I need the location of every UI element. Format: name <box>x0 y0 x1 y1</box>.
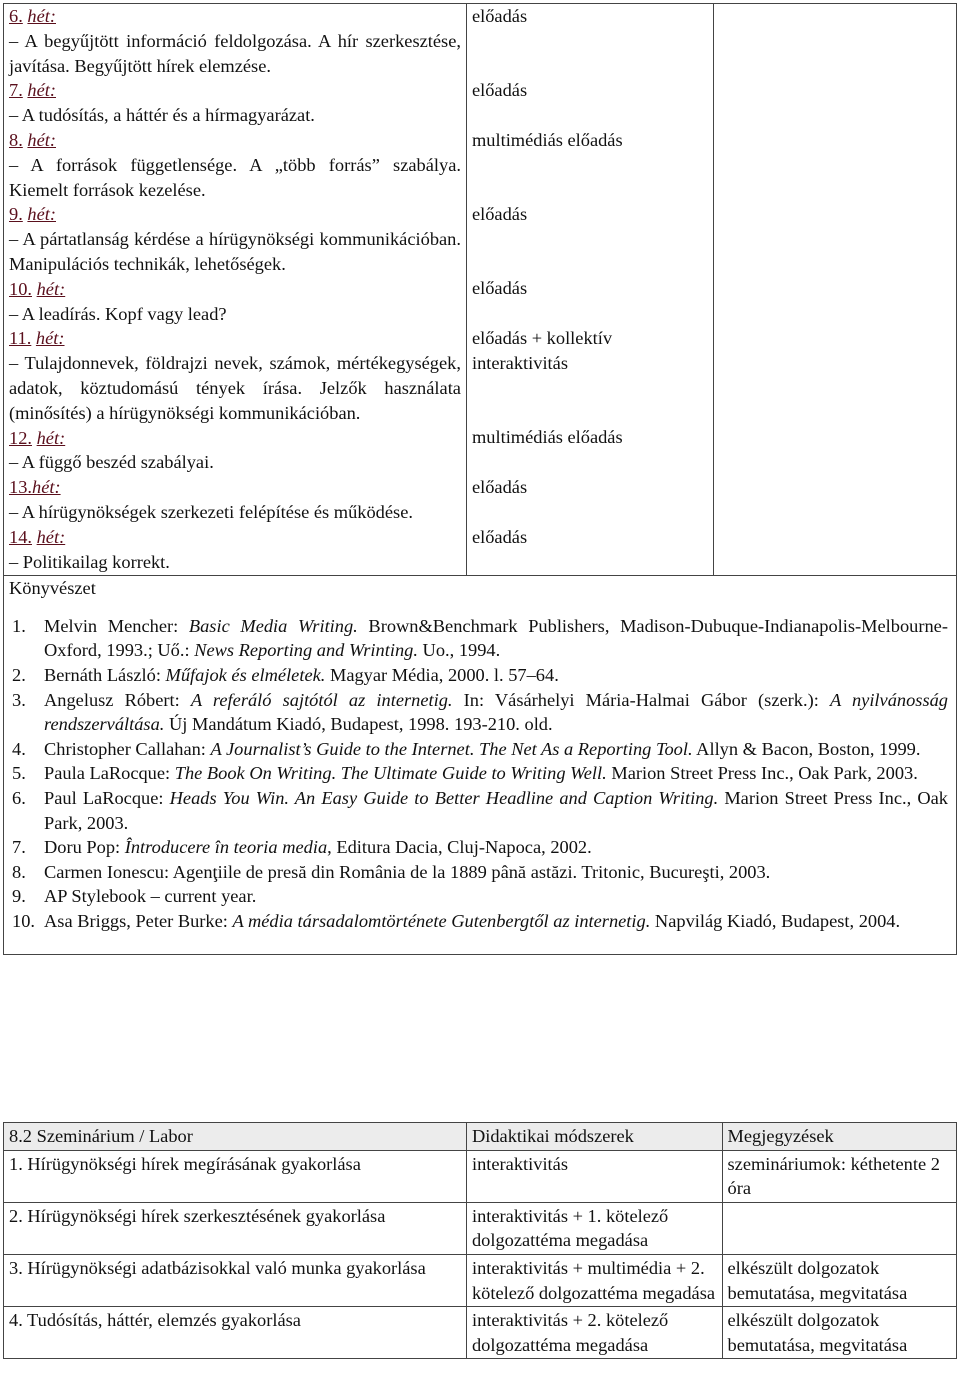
bibliography-segment: Marion Street Press Inc., Oak Park, 2003. <box>44 787 949 833</box>
bibliography-segment: Carmen Ionescu: Agenţiile de presă din România de la 1889 până astăzi. Tritonic, Bucureşti, 2003. <box>44 861 771 882</box>
week-description: – A tudósítás, a háttér és a hírmagyarázat. <box>9 105 315 126</box>
week-method: előadás <box>471 477 528 497</box>
week-label <box>9 78 461 103</box>
bibliography-text <box>44 860 948 885</box>
seminar-method: interaktivitás + multimédia + 2. kötelező dolgozattéma megadása <box>466 1254 722 1306</box>
bibliography-text <box>44 761 948 786</box>
table-row <box>4 1150 957 1202</box>
week-description: – A pártatlanság kérdése a hírügynökségi kommunikációban. Manipulációs technikák, lehetőségek. <box>9 229 461 274</box>
week-word: hét: <box>32 477 61 498</box>
week-number: 14. <box>9 526 32 547</box>
seminar-topic: 4. Tudósítás, háttér, elemzés gyakorlása <box>4 1307 467 1359</box>
week-label <box>9 326 461 351</box>
week-word: hét: <box>35 328 65 349</box>
bibliography-segment: The Book On Writing. The Ultimate Guide to Writing Well. <box>174 763 607 784</box>
bibliography-number: 6. <box>12 787 26 808</box>
bibliography-text <box>44 737 948 762</box>
seminar-topic: 3. Hírügynökségi adatbázisokkal való munka gyakorlása <box>4 1254 467 1306</box>
week-number: 7. <box>9 80 23 101</box>
week-number: 11. <box>9 328 32 349</box>
bibliography-number: 3. <box>12 689 26 710</box>
seminar-header-row <box>4 1123 957 1151</box>
bibliography-text <box>44 835 948 860</box>
seminar-header-topic: 8.2 Szeminárium / Labor <box>4 1123 467 1151</box>
week-item <box>9 525 461 575</box>
seminar-note: elkészült dolgozatok bemutatása, megvitatása <box>722 1307 957 1359</box>
week-number: 6. <box>9 6 23 26</box>
bibliography-segment: Paula LaRocque: <box>44 763 175 784</box>
bibliography-number: 8. <box>12 861 26 882</box>
week-word: hét: <box>27 6 56 26</box>
bibliography-segment: Marion Street Press Inc., Oak Park, 2003. <box>606 763 918 784</box>
week-method: előadás <box>471 6 528 26</box>
week-method: multimédiás előadás <box>471 427 623 447</box>
week-label <box>9 4 461 29</box>
bibliography-item <box>12 663 948 688</box>
bibliography-text <box>44 614 948 663</box>
bibliography-segment: Întroducere în teoria media <box>124 837 328 858</box>
seminar-topic: 1. Hírügynökségi hírek megírásának gyakorlása <box>4 1150 467 1202</box>
bibliography-segment: Angelusz Róbert: <box>44 689 191 710</box>
week-label <box>9 128 461 153</box>
bibliography-segment: Uo., 1994. <box>417 640 501 661</box>
week-description: – Politikailag korrekt. <box>9 551 170 572</box>
bibliography-text <box>44 688 948 737</box>
bibliography-number: 2. <box>12 664 26 685</box>
bibliography-segment: Allyn & Bacon, Boston, 1999. <box>692 738 921 759</box>
week-item <box>9 128 461 202</box>
bibliography-segment: Melvin Mencher: <box>44 615 189 636</box>
bibliography-segment: Heads You Win. An Easy Guide to Better Headline and Caption Writing. <box>169 787 719 808</box>
bibliography-segment: Magyar Média, 2000. l. 57–64. <box>325 664 559 685</box>
bibliography-segment: Basic Media Writing. <box>188 615 358 636</box>
bibliography-heading: Könyvészet <box>9 578 96 598</box>
bibliography-segment: News Reporting and Wrinting. <box>194 640 418 661</box>
week-item <box>9 426 461 476</box>
bibliography-item <box>12 835 948 860</box>
bibliography-segment: A referáló sajtótól az internetig. <box>190 689 453 710</box>
week-item <box>9 202 461 276</box>
bibliography-list <box>4 614 956 954</box>
week-item <box>9 475 461 525</box>
bibliography-number: 10. <box>12 910 35 931</box>
bibliography-segment: In: Vásárhelyi Mária-Halmai Gábor (szerk.): <box>452 689 830 710</box>
bibliography-number: 7. <box>12 837 26 858</box>
bibliography-segment: Bernáth László: <box>44 664 166 685</box>
bibliography-item <box>12 761 948 786</box>
week-item <box>9 4 461 78</box>
week-label <box>9 475 461 500</box>
bibliography-segment: AP Stylebook – current year. <box>44 886 257 907</box>
table-row <box>4 1202 957 1254</box>
seminar-note <box>722 1202 957 1254</box>
week-item <box>9 78 461 128</box>
week-method: előadás <box>471 204 528 224</box>
week-number: 10. <box>9 278 32 299</box>
table-row <box>4 1254 957 1306</box>
week-method: előadás <box>471 278 528 298</box>
bibliography-segment: Műfajok és elméletek. <box>165 664 326 685</box>
week-item <box>9 326 461 425</box>
week-number: 8. <box>9 129 23 150</box>
seminar-method: interaktivitás <box>466 1150 722 1202</box>
week-description: – A források függetlensége. A „több forrás” szabálya. Kiemelt források kezelése. <box>9 154 461 200</box>
bibliography-segment: A média társadalomtörténete Gutenbergtől az internetig. <box>232 910 651 931</box>
seminar-header-method: Didaktikai módszerek <box>466 1123 722 1151</box>
bibliography-segment: , Editura Dacia, Cluj-Napoca, 2002. <box>327 837 592 858</box>
week-word: hét: <box>36 278 66 299</box>
bibliography-number: 9. <box>12 886 26 907</box>
seminar-table <box>3 1122 957 1359</box>
week-description: – A begyűjtött információ feldolgozása. A hír szerkesztése, javítása. Begyűjtött hírek elemzése. <box>9 30 461 76</box>
weeks-column <box>4 4 467 576</box>
week-word: hét: <box>27 80 56 101</box>
notes-column <box>714 4 957 576</box>
week-number: 9. <box>9 204 23 225</box>
week-number: 13. <box>9 477 32 498</box>
week-label <box>9 525 461 550</box>
week-number: 12. <box>9 427 32 448</box>
week-description: – A leadírás. Kopf vagy lead? <box>9 303 227 324</box>
bibliography-item <box>12 688 948 737</box>
bibliography-number: 5. <box>12 763 26 784</box>
week-label <box>9 277 461 302</box>
seminar-topic: 2. Hírügynökségi hírek szerkesztésének gyakorlása <box>4 1202 467 1254</box>
bibliography-number: 4. <box>12 738 26 759</box>
week-item <box>9 277 461 327</box>
week-label <box>9 426 461 451</box>
bibliography-item <box>12 884 948 909</box>
bibliography-segment: Brown&Benchmark Publishers, Madison-Dubuque-Indianapolis-Melbourne-Oxford, 1993.; Uő.: <box>44 615 948 661</box>
bibliography-item <box>12 786 948 835</box>
bibliography-text <box>44 884 948 909</box>
bibliography-text <box>44 909 948 934</box>
bibliography-segment: Paul LaRocque: <box>44 787 170 808</box>
table-row <box>4 1307 957 1359</box>
bibliography-segment: Asa Briggs, Peter Burke: <box>44 910 233 931</box>
week-word: hét: <box>36 526 66 547</box>
week-label <box>9 202 461 227</box>
lecture-schedule-table <box>3 3 957 955</box>
seminar-note: elkészült dolgozatok bemutatása, megvitatása <box>722 1254 957 1306</box>
week-description: – Tulajdonnevek, földrajzi nevek, számok, mértékegységek, adatok, köztudomású tények írása. Jelzők használata (minősítés) a hírügynökségi kommunikációban. <box>9 353 461 423</box>
bibliography-text <box>44 786 948 835</box>
bibliography-item <box>12 614 948 663</box>
bibliography-item <box>12 737 948 762</box>
seminar-method: interaktivitás + 1. kötelező dolgozattéma megadása <box>466 1202 722 1254</box>
week-description: – A hírügynökségek szerkezeti felépítése és működése. <box>9 501 413 522</box>
bibliography-segment: Christopher Callahan: <box>44 738 211 759</box>
bibliography-segment: Doru Pop: <box>44 837 125 858</box>
seminar-note: szemináriumok: kéthetente 2 óra <box>722 1150 957 1202</box>
bibliography-item <box>12 909 948 934</box>
week-description: – A függő beszéd szabályai. <box>9 452 214 473</box>
bibliography-segment: A nyilvánosság rendszerváltása. <box>44 689 948 735</box>
week-word: hét: <box>27 129 56 150</box>
week-method: előadás + kollektív interaktivitás <box>471 328 613 373</box>
bibliography-number: 1. <box>12 615 26 636</box>
bibliography-segment: Napvilág Kiadó, Budapest, 2004. <box>650 910 901 931</box>
methods-column <box>466 4 714 576</box>
week-method: multimédiás előadás <box>471 130 623 150</box>
bibliography-section <box>4 576 957 955</box>
bibliography-text <box>44 663 948 688</box>
bibliography-item <box>12 860 948 885</box>
week-word: hét: <box>27 204 56 225</box>
week-method: előadás <box>471 80 528 100</box>
week-word: hét: <box>36 427 66 448</box>
week-method: előadás <box>471 527 528 547</box>
seminar-method: interaktivitás + 2. kötelező dolgozattéma megadása <box>466 1307 722 1359</box>
bibliography-segment: A Journalist’s Guide to the Internet. The Net As a Reporting Tool. <box>210 738 693 759</box>
seminar-header-notes: Megjegyzések <box>722 1123 957 1151</box>
bibliography-segment: Új Mandátum Kiadó, Budapest, 1998. 193-210. old. <box>164 714 553 735</box>
